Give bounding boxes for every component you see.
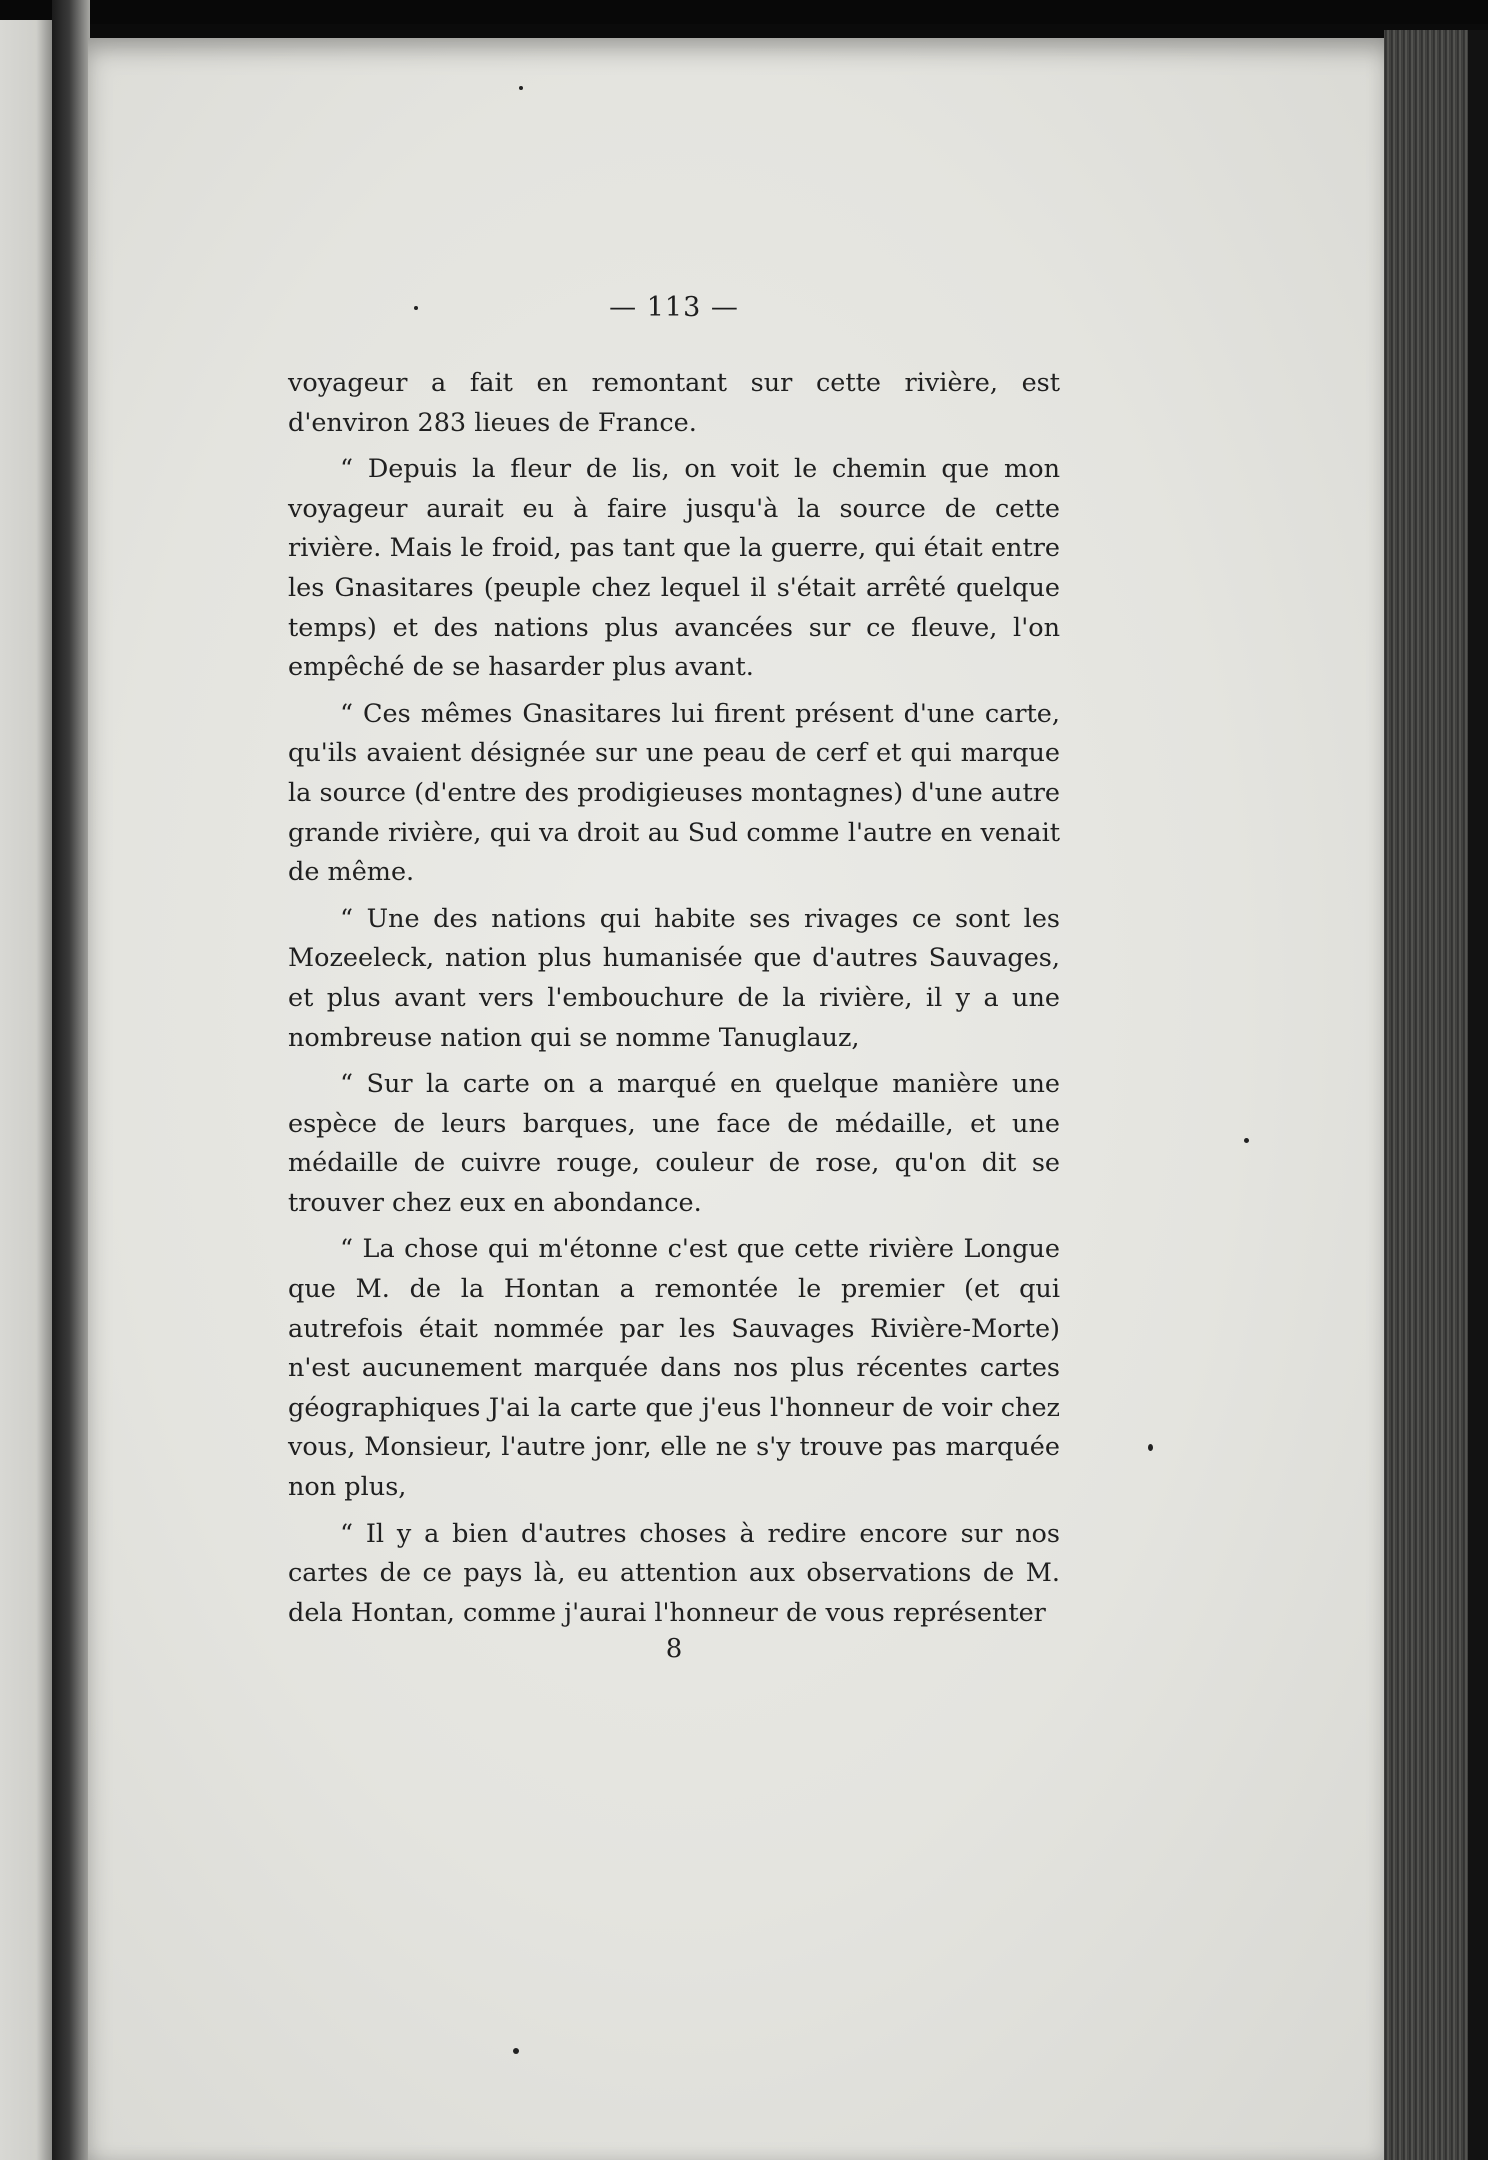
signature-mark: 8 (665, 1634, 683, 1664)
paragraph-4: “ Une des nations qui habite ses rivages ce sont les Mozeeleck, nation plus humanisée que d'autres Sauvages, et plus avant vers l'embouchure de la rivière, il y a une nombreuse nation qui se nomme Tanuglauz, (288, 903, 1060, 1053)
right-border (1468, 30, 1488, 2160)
paragraph-5: “ Sur la carte on a marqué en quelque manière une espèce de leurs barques, une face de médaille, et une médaille de cuivre rouge, couleur de rose, qu'on dit se trouver chez eux en abondance. (288, 1069, 1060, 1218)
ink-speck (414, 306, 418, 310)
paragraph-7: “ Il y a bien d'autres choses à redire encore sur nos cartes de ce pays là, eu attention aux observations de M. dela Hontan, comme j'aurai l'honneur de vous représenter (288, 1518, 1060, 1628)
page-body (288, 364, 1060, 1640)
paragraph-3: “ Ces mêmes Gnasitares lui firent présent d'une carte, qu'ils avaient désignée sur une peau de cerf et qui marque la source (d'entre des prodigieuses montagnes) d'une autre grande rivière, qui va droit au Sud comme l'autre en venait de même. (288, 698, 1060, 888)
top-border (0, 0, 1488, 24)
ink-speck (513, 2048, 519, 2054)
ink-speck (519, 86, 523, 90)
page-edges-stack (1384, 30, 1468, 2160)
ink-speck (1148, 1444, 1153, 1451)
ink-speck (1244, 1138, 1249, 1143)
paragraph-2: “ Depuis la fleur de lis, on voit le chemin que mon voyageur aurait eu à faire jusqu'à la source de cette rivière. Mais le froid, pas tant que la guerre, qui était entre les Gnasitares (peuple chez lequel il s'était arrêté quelque temps) et des nations plus avancées sur ce fleuve, l'on empêché de se hasarder plus avant. (288, 454, 1060, 683)
binding-gutter (52, 0, 90, 2160)
paragraph-6: “ La chose qui m'étonne c'est que cette rivière Longue que M. de la Hontan a remontée le premier (et qui autrefois était nommée par les Sauvages Rivière-Morte) n'est aucunement marquée dans nos plus récentes cartes géographiques J'ai la carte que j'eus l'honneur de voir chez vous, Monsieur, l'autre jonr, elle ne s'y trouve pas marquée non plus, (288, 1234, 1060, 1503)
paragraph-1: voyageur a fait en remontant sur cette rivière, est d'environ 283 lieues de France. (288, 368, 1060, 438)
page-number: — 113 — (609, 292, 739, 323)
facing-page-edge (0, 20, 52, 2160)
